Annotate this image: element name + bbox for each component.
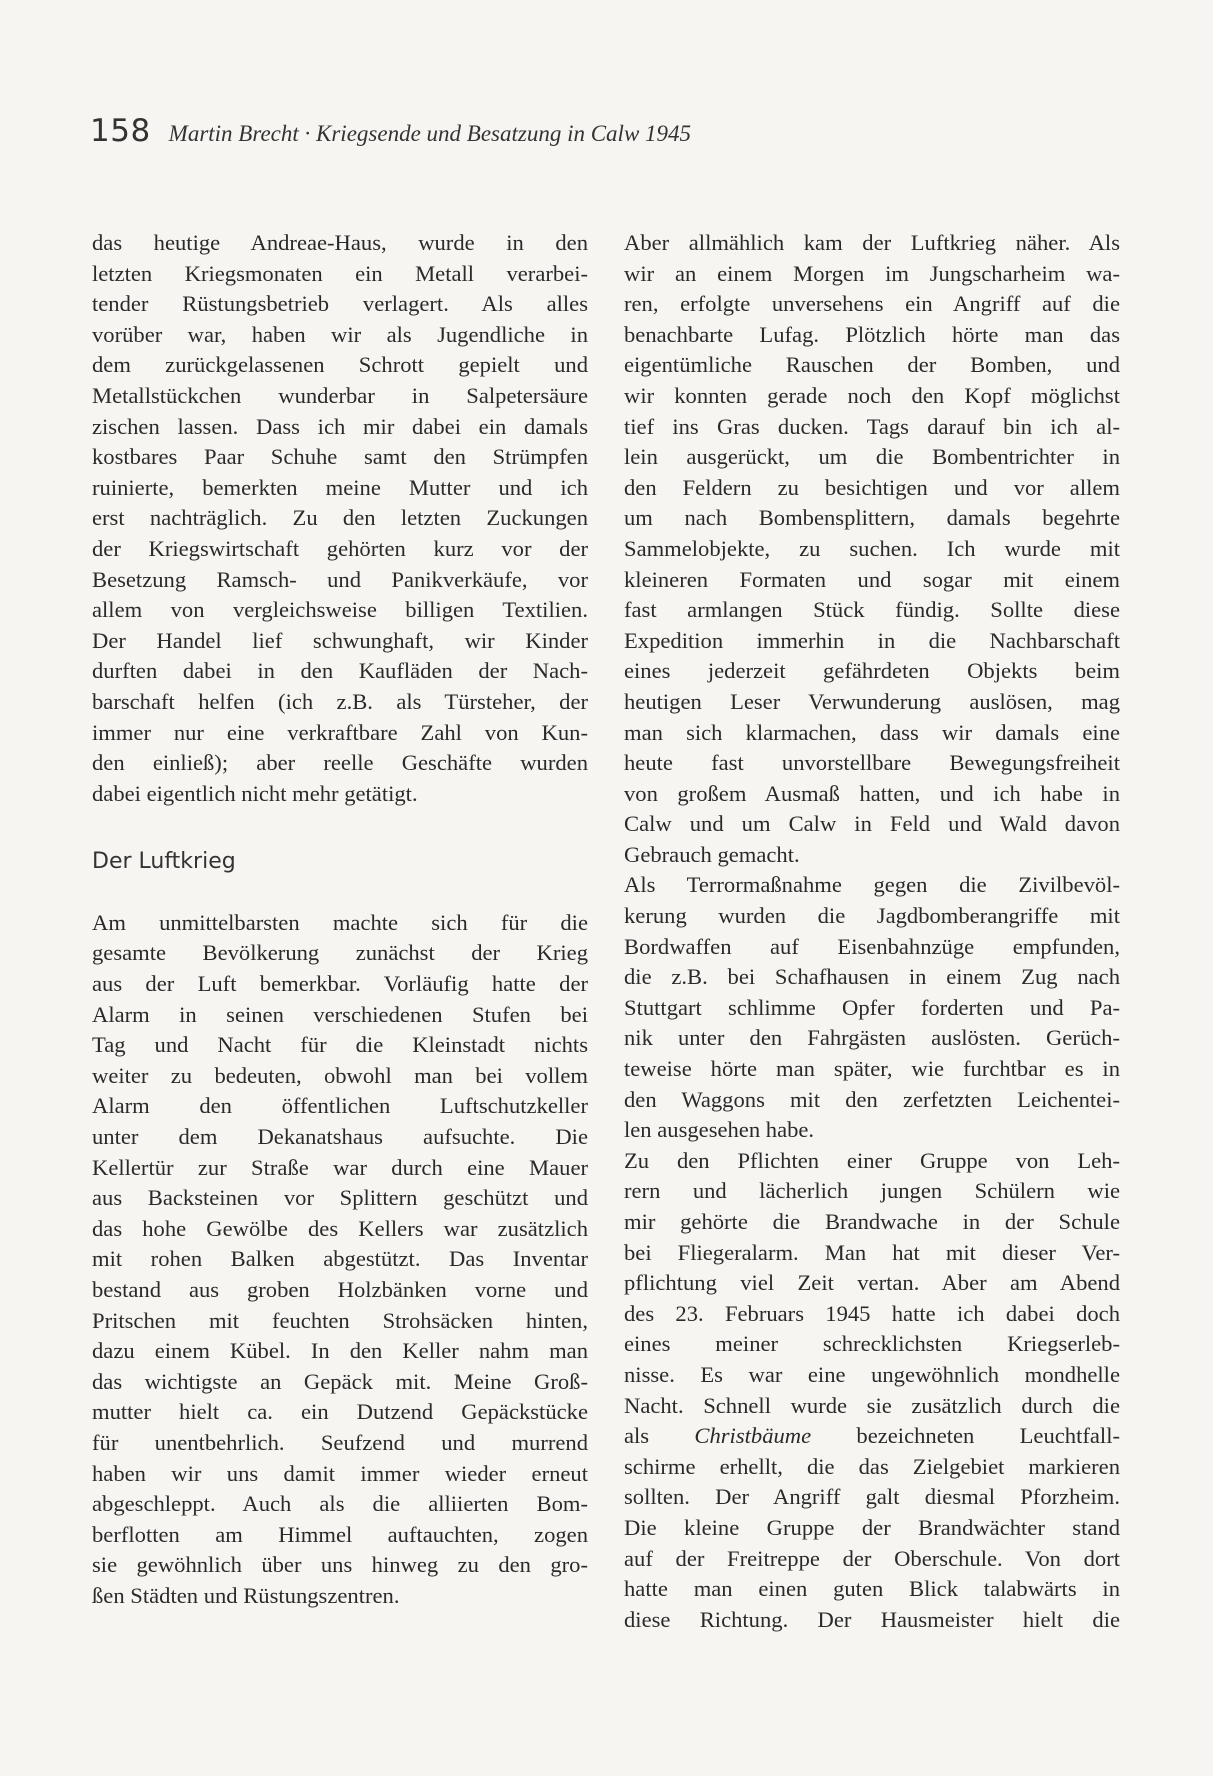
text-line: dazu einem Kübel. In den Keller nahm man: [92, 1338, 588, 1364]
text-line: len ausgesehen habe.: [624, 1117, 815, 1143]
text-line: rern und lächerlich jungen Schülern wie: [624, 1178, 1120, 1204]
text-line: aus der Luft bemerkbar. Vorläufig hatte der: [92, 971, 588, 997]
text-line: der Kriegswirtschaft gehörten kurz vor der: [92, 535, 588, 561]
text-line: den einließ); aber reelle Geschäfte wurden: [92, 750, 588, 776]
text-line: kerung wurden die Jagdbomberangriffe mit: [624, 903, 1120, 929]
text-line: heutigen Leser Verwunderung auslösen, mag: [624, 688, 1120, 714]
text-line: Der Handel lief schwunghaft, wir Kinder: [92, 627, 588, 653]
text-line: Aber allmählich kam der Luftkrieg näher. Als: [624, 230, 1120, 255]
text-line: dem zurückgelassenen Schrott gepielt und: [92, 352, 588, 378]
text-line: die z.B. bei Schafhausen in einem Zug nach: [624, 964, 1120, 990]
text-line: nisse. Es war eine ungewöhnlich mondhelle: [624, 1361, 1120, 1387]
text-line: Calw und um Calw in Feld und Wald davon: [624, 811, 1120, 837]
text-line: tief ins Gras ducken. Tags darauf bin ich al-: [624, 413, 1120, 439]
text-line: wir konnten gerade noch den Kopf möglichst: [624, 382, 1120, 408]
left-column: [92, 228, 588, 1612]
text-line: immer nur eine verkraftbare Zahl von Kun-: [92, 719, 588, 745]
text-line: den Feldern zu besichtigen und vor allem: [624, 474, 1120, 500]
text-line: Expedition immerhin in die Nachbarschaft: [624, 627, 1120, 653]
text-line: sollten. Der Angriff galt diesmal Pforzheim.: [624, 1484, 1120, 1510]
text-line: wir an einem Morgen im Jungscharheim wa-: [624, 260, 1120, 286]
text-line: das hohe Gewölbe des Kellers war zusätzlich: [92, 1215, 588, 1241]
text-line: Zu den Pflichten einer Gruppe von Leh-: [624, 1147, 1120, 1173]
right-column: [624, 228, 1120, 1635]
text-line: nik unter den Fahrgästen auslösten. Gerüch-: [624, 1025, 1120, 1051]
text-line: Pritschen mit feuchten Strohsäcken hinten,: [92, 1307, 588, 1333]
text-line: dabei eigentlich nicht mehr getätigt.: [92, 780, 418, 806]
text-line: als Christbäume bezeichneten Leuchtfall-: [624, 1423, 1120, 1449]
text-line: von großem Ausmaß hatten, und ich habe in: [624, 780, 1120, 806]
paragraph: [624, 1146, 1120, 1636]
text-line: eigentümliche Rauschen der Bomben, und: [624, 352, 1120, 378]
text-line: Sammelobjekte, zu suchen. Ich wurde mit: [624, 535, 1120, 561]
text-line: fast armlangen Stück fündig. Sollte diese: [624, 597, 1120, 623]
text-line: ßen Städten und Rüstungszentren.: [92, 1582, 400, 1608]
running-header: [90, 113, 691, 149]
text-line: teweise hörte man später, wie furchtbar es in: [624, 1056, 1120, 1082]
text-line: kleineren Formaten und sogar mit einem: [624, 566, 1120, 592]
text-line: eines jederzeit gefährdeten Objekts beim: [624, 658, 1120, 684]
text-line: Stuttgart schlimme Opfer forderten und Pa-: [624, 994, 1120, 1020]
text-line: man sich klarmachen, dass wir damals eine: [624, 719, 1120, 745]
emphasis: Christbäume: [694, 1423, 812, 1449]
text-line: heute fast unvorstellbare Bewegungsfreiheit: [624, 750, 1120, 776]
text-line: Metallstückchen wunderbar in Salpetersäure: [92, 382, 588, 408]
paragraph: [92, 228, 588, 809]
text-line: gesamte Bevölkerung zunächst der Krieg: [92, 940, 588, 966]
text-line: Kellertür zur Straße war durch eine Mauer: [92, 1154, 588, 1180]
text-line: Bordwaffen auf Eisenbahnzüge empfunden,: [624, 933, 1120, 959]
text-line: für unentbehrlich. Seufzend und murrend: [92, 1429, 588, 1455]
text-line: diese Richtung. Der Hausmeister hielt die: [624, 1606, 1120, 1632]
paragraph: [624, 228, 1120, 870]
text-line: barschaft helfen (ich z.B. als Türsteher, der: [92, 688, 588, 714]
text-line: das heutige Andreae-Haus, wurde in den: [92, 230, 588, 255]
text-line: benachbarte Lufag. Plötzlich hörte man das: [624, 321, 1120, 347]
text-line: pflichtung viel Zeit vertan. Aber am Abend: [624, 1270, 1120, 1296]
text-line: mir gehörte die Brandwache in der Schule: [624, 1209, 1120, 1234]
paragraph: [92, 908, 588, 1612]
section-heading: Der Luftkrieg: [92, 849, 236, 875]
text-line: Alarm den öffentlichen Luftschutzkeller: [92, 1093, 588, 1119]
text-line: um nach Bombensplittern, damals begehrte: [624, 505, 1120, 531]
text-line: weiter zu bedeuten, obwohl man bei vollem: [92, 1062, 588, 1088]
text-line: Alarm in seinen verschiedenen Stufen bei: [92, 1001, 588, 1027]
text-line: allem von vergleichsweise billigen Textilien.: [92, 597, 588, 623]
text-line: abgeschleppt. Auch als die alliierten Bom-: [92, 1491, 588, 1517]
text-line: ren, erfolgte unversehens ein Angriff auf die: [624, 291, 1120, 317]
text-line: mit rohen Balken abgestützt. Das Inventar: [92, 1246, 588, 1272]
text-line: tender Rüstungsbetrieb verlagert. Als alles: [92, 291, 588, 317]
text-line: haben wir uns damit immer wieder erneut: [92, 1460, 588, 1486]
text-line: hatte man einen guten Blick talabwärts in: [624, 1576, 1120, 1602]
running-title: Martin Brecht · Kriegsende und Besatzung in Calw 1945: [168, 121, 692, 146]
paragraph: [624, 870, 1120, 1145]
text-line: berflotten am Himmel auftauchten, zogen: [92, 1521, 588, 1547]
text-line: auf der Freitreppe der Oberschule. Von dort: [624, 1545, 1120, 1571]
text-line: vorüber war, haben wir als Jugendliche in: [92, 321, 588, 347]
page-number: 158: [90, 113, 151, 149]
text-line: lein ausgerückt, um die Bombentrichter in: [624, 444, 1120, 470]
text-line: Gebrauch gemacht.: [624, 841, 800, 867]
text-line: Nacht. Schnell wurde sie zusätzlich durch die: [624, 1392, 1120, 1418]
text-line: Tag und Nacht für die Kleinstadt nichts: [92, 1032, 588, 1058]
text-line: Als Terrormaßnahme gegen die Zivilbevöl-: [624, 872, 1120, 898]
text-line: kostbares Paar Schuhe samt den Strümpfen: [92, 444, 588, 470]
text-line: erst nachträglich. Zu den letzten Zuckungen: [92, 505, 588, 531]
text-line: ruinierte, bemerkten meine Mutter und ich: [92, 474, 588, 500]
text-line: sie gewöhnlich über uns hinweg zu den gro-: [92, 1552, 588, 1578]
text-line: bestand aus groben Holzbänken vorne und: [92, 1277, 588, 1302]
text-line: letzten Kriegsmonaten ein Metall verarbei-: [92, 260, 588, 286]
text-line: den Waggons mit den zerfetzten Leichentei-: [624, 1086, 1120, 1112]
text-line: Die kleine Gruppe der Brandwächter stand: [624, 1514, 1120, 1540]
text-line: Besetzung Ramsch- und Panikverkäufe, vor: [92, 566, 588, 592]
text-line: eines meiner schrecklichsten Kriegserleb-: [624, 1331, 1120, 1357]
text-line: des 23. Februars 1945 hatte ich dabei doch: [624, 1300, 1120, 1326]
text-line: aus Backsteinen vor Splittern geschützt und: [92, 1185, 588, 1211]
text-line: mutter hielt ca. ein Dutzend Gepäckstücke: [92, 1399, 588, 1425]
text-line: bei Fliegeralarm. Man hat mit dieser Ver-: [624, 1239, 1120, 1265]
text-line: das wichtigste an Gepäck mit. Meine Groß-: [92, 1368, 588, 1394]
text-line: durften dabei in den Kaufläden der Nach-: [92, 658, 588, 684]
text-line: zischen lassen. Dass ich mir dabei ein damals: [92, 413, 588, 439]
text-line: Am unmittelbarsten machte sich für die: [92, 909, 588, 935]
text-line: schirme erhellt, die das Zielgebiet markieren: [624, 1453, 1120, 1479]
text-line: unter dem Dekanatshaus aufsuchte. Die: [92, 1124, 588, 1150]
